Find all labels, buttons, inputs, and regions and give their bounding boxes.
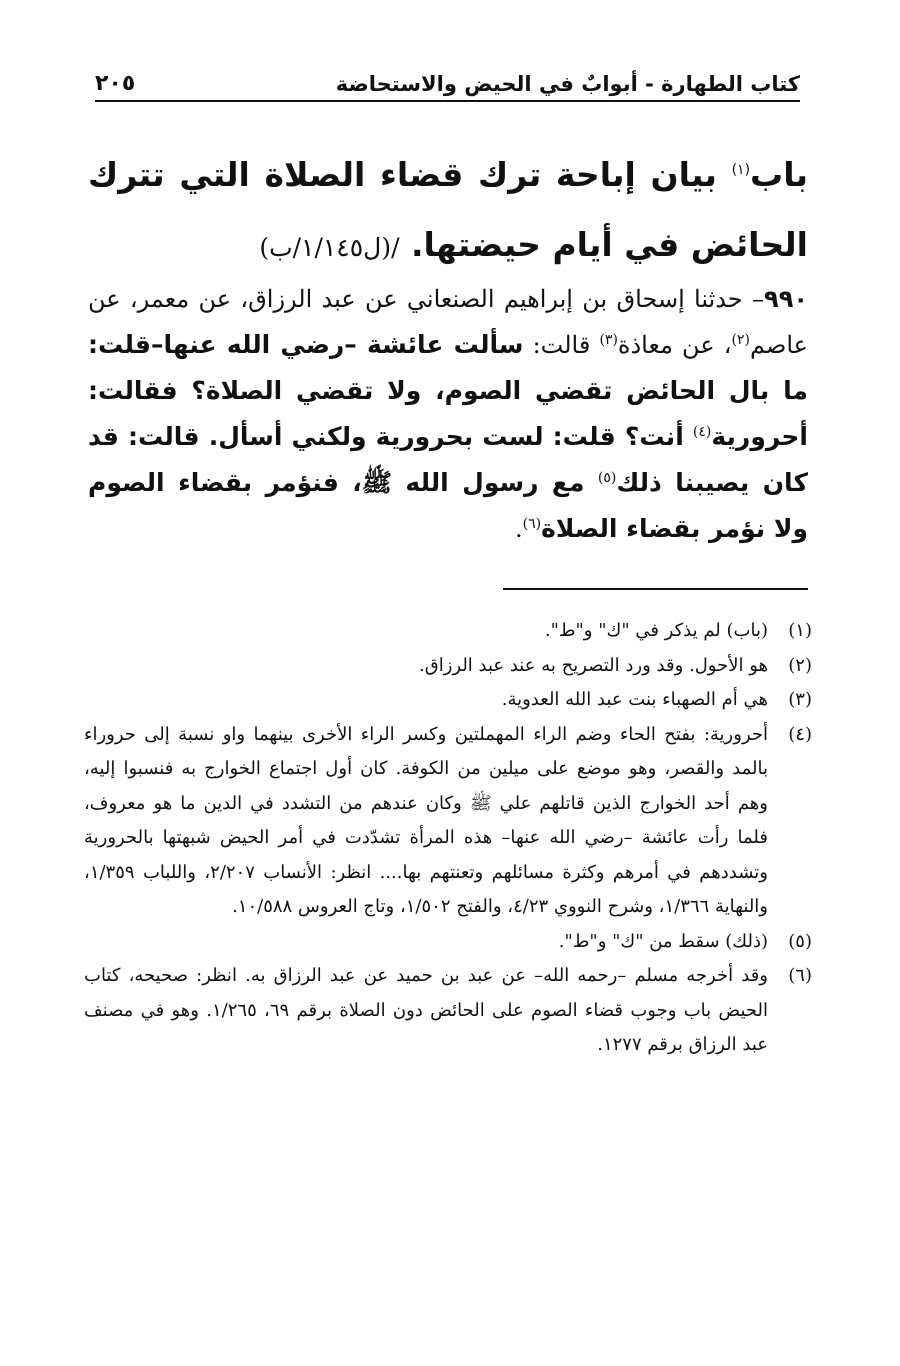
footnote-text: هي أم الصهباء بنت عبد الله العدوية. [501,689,768,710]
footnote-number: (٤) [788,723,812,745]
hadith-matn-3: مع رسول الله ﷺ، فنؤمر بقضاء الصوم ولا نؤمر بقضاء الصلاة [88,468,808,543]
footnote-item [84,649,812,684]
footnote-text: هو الأحول. وقد ورد التصريح به عند عبد الرزاق. [419,654,768,676]
manuscript-ref: /(ل١/١٤٥/ب) [259,233,400,262]
footnote-ref-3: (٣) [599,332,618,348]
hadith-matn-1: سألت عائشة –رضي الله عنها–قلت: ما بال الحائض تقضي الصوم، ولا تقضي الصلاة؟ فقالت: أحرورية [88,330,808,451]
footnote-ref-1: (١) [731,162,751,178]
footnotes-list [84,614,812,1063]
footnote-number: (٣) [788,689,812,710]
footnote-ref-5: (٥) [597,470,617,486]
chapter-bab: باب [750,155,808,194]
hadith-isnad-2: ، عن معاذة [617,331,732,359]
footnote-text: وقد أخرجه مسلم –رحمه الله– عن عبد بن حميد عن عبد الرزاق به. انظر: صحيحه، كتاب الحيض باب وجوب قضاء الصوم على الحائض دون الصلاة برقم ٦٩، ١/٢٦٥. وهو في مصنف عبد الرزاق برقم ١٢٧٧. [84,965,769,1055]
footnote-item [84,718,812,925]
hadith-matn-2: أنت؟ قلت: لست بحرورية ولكني أسأل. قالت: قد كان يصيبنا ذلك [88,422,808,497]
page-number: ٢٠٥ [95,71,136,96]
footnote-separator [503,588,808,590]
footnote-item [84,959,812,1063]
footnote-number: (٦) [788,965,812,986]
hadith-isnad-3: قالت: [532,331,600,359]
footnote-ref-6: (٦) [522,516,542,532]
chapter-heading [88,140,808,283]
hadith-paragraph [88,276,808,552]
footnote-item [84,614,812,649]
hadith-end: . [515,515,523,543]
footnote-text: (باب) لم يذكر في "ك" و"ط". [544,620,768,641]
hadith-isnad-1: – حدثنا إسحاق بن إبراهيم الصنعاني عن عبد الرزاق، عن معمر، عن عاصم [88,285,808,359]
hadith-number: ٩٩٠ [764,285,808,313]
running-header [95,62,800,102]
footnote-number: (٢) [788,654,812,676]
footnote-number: (١) [788,620,812,641]
footnote-text: أحرورية: بفتح الحاء وضم الراء المهملتين وكسر الراء الأخرى بينهما واو نسبة إلى حروراء بالمد والقصر، وهو موضع على ميلين من الكوفة. كان أول اجتماع الخوارج به فنسبوا إليه، وهم أحد الخوارج الذين قاتلهم علي ﷺ وكان عندهم من التشدد في الدين ما هو معروف، فلما رأت عائشة –رضي الله عنها– هذه المرأة تشدّدت في أمر الحيض شبهتها بالحرورية وتشددهم في أمرهم وكثرة مسائلهم وتعنتهم بها.... انظر: الأنساب ٢/٢٠٧، واللباب ١/٣٥٩، والنهاية ١/٣٦٦، وشرح النووي ٤/٢٣، والفتح ١/٥٠٢، وتاج العروس ١٠/٥٨٨. [84,723,768,917]
footnote-text: (ذلك) سقط من "ك" و"ط". [558,930,768,952]
footnote-item [84,925,812,960]
running-header-title: كتاب الطهارة - أبوابٌ في الحيض والاستحاضة [335,72,800,96]
chapter-title: بيان إباحة ترك قضاء الصلاة التي تترك الحائض في أيام حيضتها. [88,155,808,264]
footnote-ref-4: (٤) [692,424,712,440]
footnote-ref-2: (٢) [731,332,750,348]
footnote-number: (٥) [788,930,812,952]
footnote-item [84,683,812,718]
